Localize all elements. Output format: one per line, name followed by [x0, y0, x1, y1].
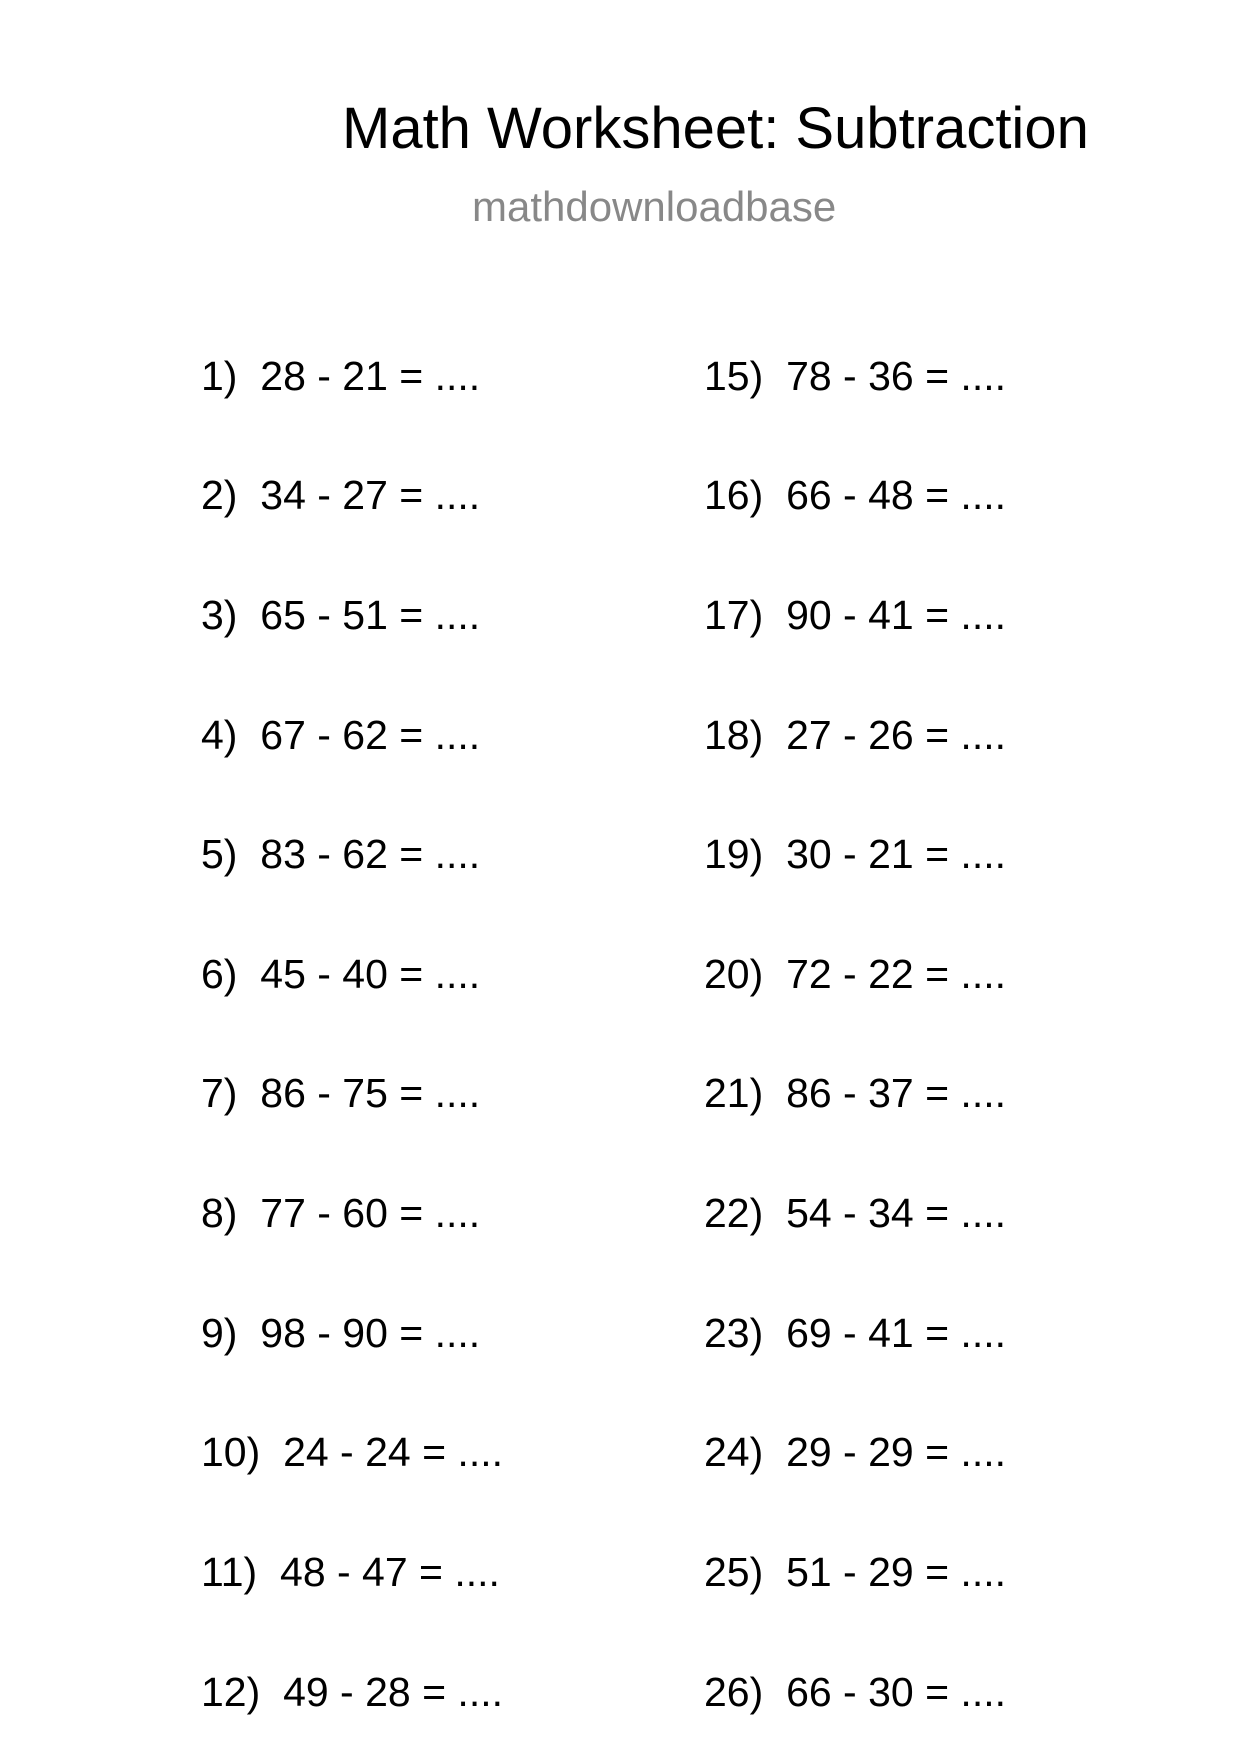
- problem-item: [704, 1190, 1006, 1236]
- problem-number: 10): [201, 1429, 261, 1475]
- problem-expression: 30 - 21 = ....: [786, 831, 1006, 877]
- problem-number: 11): [201, 1549, 258, 1595]
- problem-expression: 49 - 28 = ....: [283, 1669, 503, 1715]
- problem-expression: 98 - 90 = ....: [260, 1310, 481, 1356]
- problem-item: [201, 472, 481, 518]
- problem-expression: 72 - 22 = ....: [786, 951, 1006, 997]
- problem-expression: 66 - 30 = ....: [786, 1669, 1006, 1715]
- problem-number: 7): [201, 1070, 238, 1116]
- problem-expression: 86 - 37 = ....: [786, 1070, 1006, 1116]
- problem-number: 16): [704, 472, 764, 518]
- problem-number: 23): [704, 1310, 764, 1356]
- problem-expression: 65 - 51 = ....: [260, 592, 481, 638]
- problem-item: [201, 1070, 481, 1116]
- problem-expression: 90 - 41 = ....: [786, 592, 1006, 638]
- problem-item: [704, 1310, 1006, 1356]
- problem-expression: 77 - 60 = ....: [260, 1190, 481, 1236]
- page-subtitle: mathdownloadbase: [472, 183, 837, 230]
- problem-number: 1): [201, 353, 238, 399]
- problem-number: 6): [201, 951, 238, 997]
- problem-number: 22): [704, 1190, 764, 1236]
- problem-expression: 29 - 29 = ....: [786, 1429, 1006, 1475]
- problem-expression: 66 - 48 = ....: [786, 472, 1006, 518]
- problem-expression: 83 - 62 = ....: [260, 831, 481, 877]
- problem-number: 20): [704, 951, 764, 997]
- problem-item: [201, 1549, 500, 1595]
- problem-item: [704, 472, 1006, 518]
- problem-number: 4): [201, 712, 238, 758]
- problem-number: 2): [201, 472, 238, 518]
- problem-expression: 69 - 41 = ....: [786, 1310, 1006, 1356]
- problem-item: [201, 592, 481, 638]
- problem-number: 3): [201, 592, 238, 638]
- problem-item: [704, 1549, 1006, 1595]
- problem-number: 25): [704, 1549, 764, 1595]
- problem-number: 5): [201, 831, 238, 877]
- problem-item: [201, 831, 481, 877]
- problem-number: 18): [704, 712, 764, 758]
- problem-item: [201, 1429, 503, 1475]
- problem-expression: 86 - 75 = ....: [260, 1070, 481, 1116]
- problem-expression: 34 - 27 = ....: [260, 472, 481, 518]
- problem-expression: 67 - 62 = ....: [260, 712, 481, 758]
- problem-item: [704, 831, 1006, 877]
- problem-item: [704, 1429, 1006, 1475]
- problem-number: 24): [704, 1429, 764, 1475]
- problem-item: [704, 951, 1006, 997]
- problem-number: 19): [704, 831, 764, 877]
- problem-item: [704, 1669, 1006, 1715]
- problem-expression: 27 - 26 = ....: [786, 712, 1006, 758]
- problem-item: [704, 1070, 1006, 1116]
- problem-expression: 28 - 21 = ....: [260, 353, 481, 399]
- problem-number: 17): [704, 592, 764, 638]
- problem-expression: 78 - 36 = ....: [786, 353, 1006, 399]
- problem-number: 21): [704, 1070, 764, 1116]
- problem-item: [201, 1669, 503, 1715]
- problem-number: 12): [201, 1669, 261, 1715]
- problem-expression: 48 - 47 = ....: [280, 1549, 500, 1595]
- page-title: Math Worksheet: Subtraction: [342, 96, 1089, 161]
- problem-expression: 51 - 29 = ....: [786, 1549, 1006, 1595]
- problem-number: 26): [704, 1669, 764, 1715]
- problem-item: [201, 1310, 481, 1356]
- problem-expression: 45 - 40 = ....: [260, 951, 481, 997]
- problem-item: [201, 712, 481, 758]
- problem-expression: 24 - 24 = ....: [283, 1429, 503, 1475]
- problem-number: 9): [201, 1310, 238, 1356]
- problem-item: [201, 353, 481, 399]
- problem-number: 15): [704, 353, 764, 399]
- problem-expression: 54 - 34 = ....: [786, 1190, 1006, 1236]
- problem-item: [201, 1190, 481, 1236]
- problem-item: [704, 592, 1006, 638]
- problem-number: 8): [201, 1190, 238, 1236]
- problem-item: [704, 353, 1006, 399]
- problem-item: [201, 951, 481, 997]
- problem-item: [704, 712, 1006, 758]
